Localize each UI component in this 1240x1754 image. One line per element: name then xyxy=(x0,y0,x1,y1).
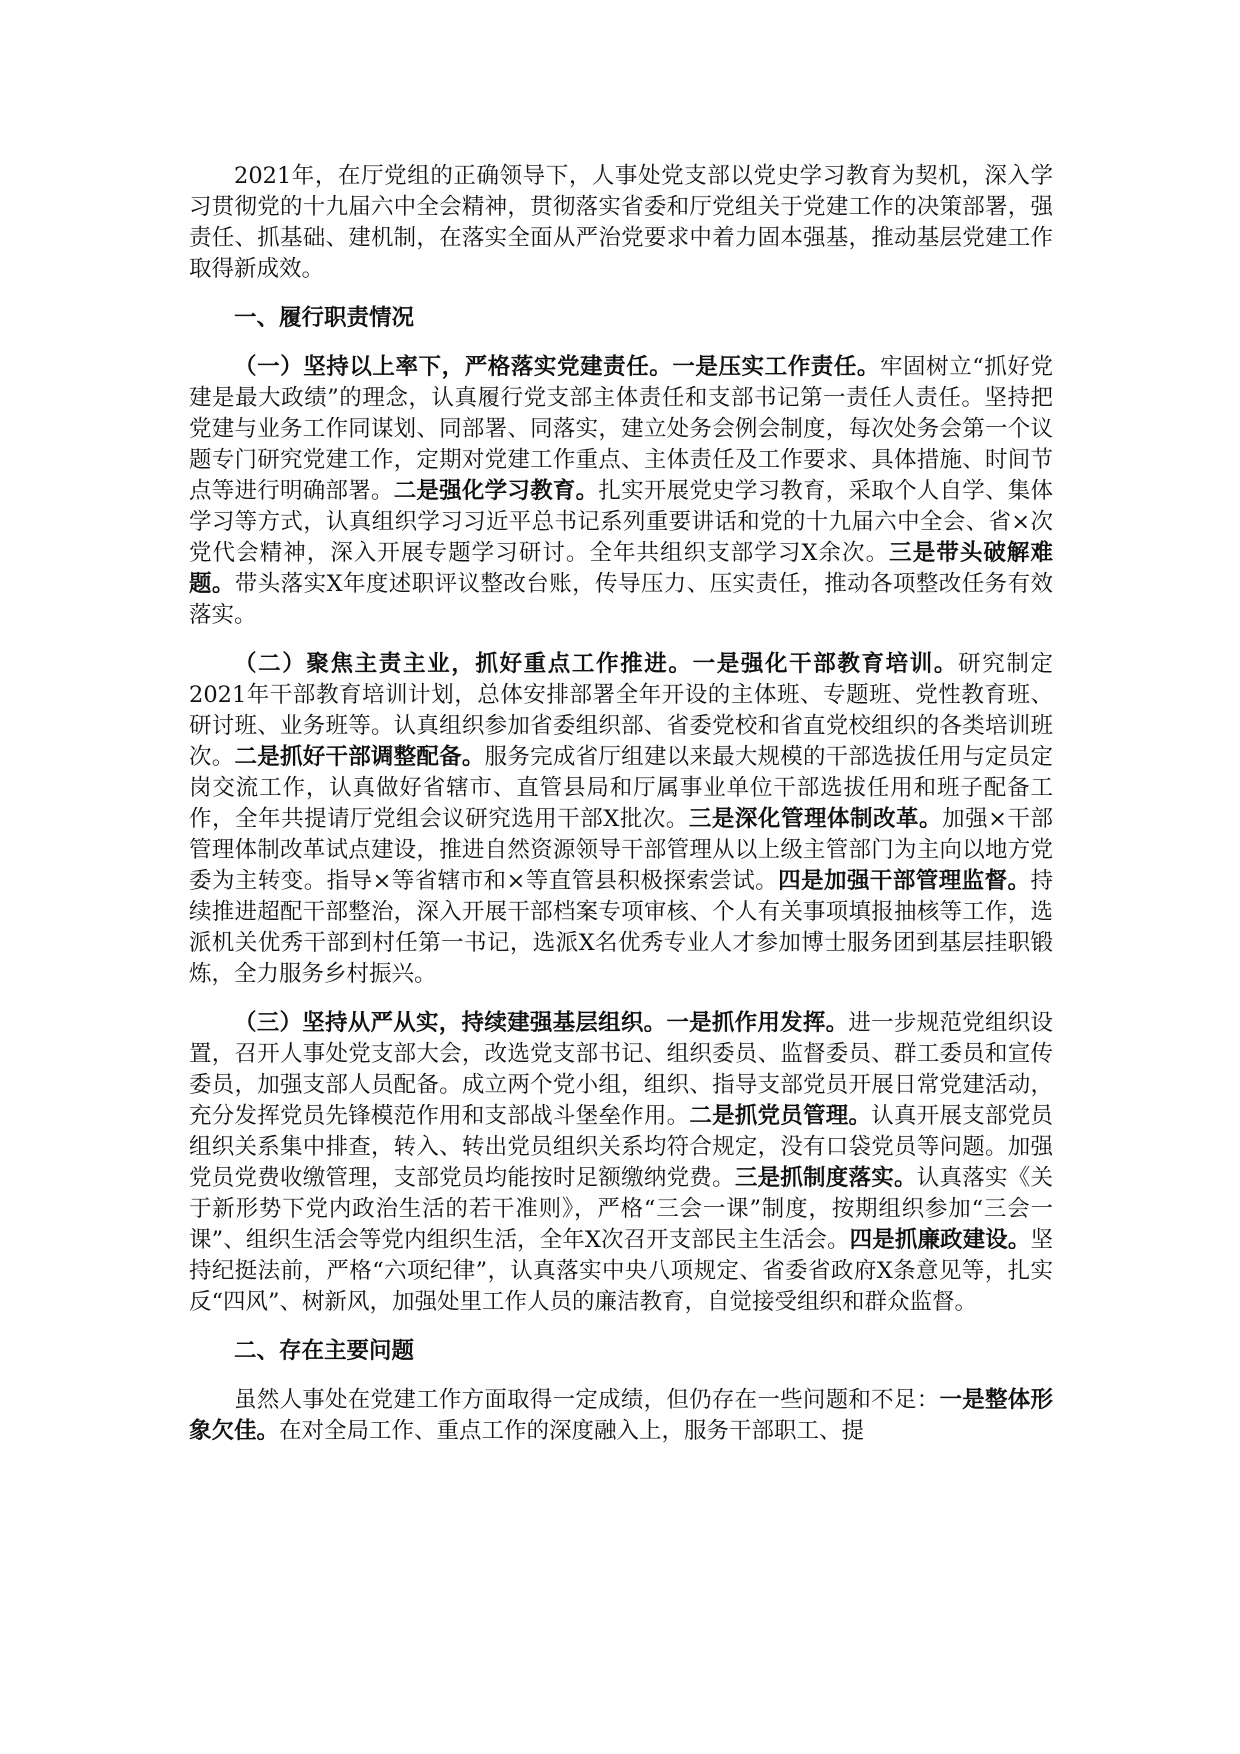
point-text: 牢固树立“抓好党建是最大政绩”的理念，认真履行党支部主体责任和支部书记第一责任人责任。坚持把党建与业务工作同谋划、同部署、同落实，建立处务会例会制度，每次处务会第一个议题专门研究党建工作，定期对党建工作重点、主体责任及工作要求、具体措施、时间节点等进行明确部署。 xyxy=(189,354,1053,504)
point-label: 一是压实工作责任。 xyxy=(672,354,880,380)
intro-text: 2021年，在厅党组的正确领导下，人事处党支部以党史学习教育为契机，深入学习贯彻党的十九届六中全会精神，贯彻落实省委和厅党组关于党建工作的决策部署，强责任、抓基础、建机制，在落实全面从严治党要求中着力固本强基，推动基层党建工作取得新成效。 xyxy=(189,163,1053,282)
problems-lead: 虽然人事处在党建工作方面取得一定成绩，但仍存在一些问题和不足： xyxy=(234,1387,940,1413)
point-text: 进一步规范党组织设置，召开人事处党支部大会，改选党支部书记、组织委员、监督委员、群工委员和宣传委员，加强支部人员配备。成立两个党小组，组织、指导支部党员开展日常党建活动，充分发挥党员先锋模范作用和支部战斗堡垒作用。 xyxy=(189,1010,1053,1129)
paragraph-party-responsibility xyxy=(189,352,1053,631)
point-text: 服务完成省厅组建以来最大规模的干部选拔任用与定员定岗交流工作，认真做好省辖市、直管县局和厅属事业单位干部选拔任用和班子配备工作，全年共提请厅党组会议研究选用干部X批次。 xyxy=(189,744,1053,832)
point-text: 坚持纪挺法前，严格“六项纪律”，认真落实中央八项规定、省委省政府X条意见等，扎实反“四风”、树新风，加强处里工作人员的廉洁教育，自觉接受组织和群众监督。 xyxy=(189,1227,1053,1315)
point-label: 一是整体形象欠佳。 xyxy=(189,1387,1053,1444)
section-heading-2: 二、存在主要问题 xyxy=(234,1338,415,1364)
point-text: 持续推进超配干部整治，深入开展干部档案专项审核、个人有关事项填报抽核等工作，选派机关优秀干部到村任第一书记，选派X名优秀专业人才参加博士服务团到基层挂职锻炼，全力服务乡村振兴。 xyxy=(189,868,1053,987)
point-label: 一是强化干部教育培训。 xyxy=(692,651,959,677)
subsection-title: （一）坚持以上率下，严格落实党建责任。 xyxy=(234,354,673,380)
intro-paragraph xyxy=(189,161,1053,285)
point-text: 加强×干部管理体制改革试点建设，推进自然资源领导干部管理从以上级主管部门为主向以地方党委为主转变。指导×等省辖市和×等直管县积极探索尝试。 xyxy=(189,806,1053,894)
subsection-title: （二）聚焦主责主业，抓好重点工作推进。 xyxy=(234,651,693,677)
point-text: 认真开展支部党员组织关系集中排查，转入、转出党员组织关系均符合规定，没有口袋党员等问题。加强党员党费收缴管理，支部党员均能按时足额缴纳党费。 xyxy=(189,1103,1053,1191)
point-label: 二是抓好干部调整配备。 xyxy=(234,744,485,770)
point-text: 认真落实《关于新形势下党内政治生活的若干准则》，严格“三会一课”制度，按期组织参加“三会一课”、组织生活会等党内组织生活，全年X次召开支部民主生活会。 xyxy=(189,1165,1053,1253)
point-label: 三是抓制度落实。 xyxy=(734,1165,917,1191)
point-text: 研究制定2021年干部教育培训计划，总体安排部署全年开设的主体班、专题班、党性教育班、研讨班、业务班等。认真组织参加省委组织部、省委党校和省直党校组织的各类培训班次。 xyxy=(189,651,1053,770)
subsection-title: （三）坚持从严从实，持续建强基层组织。 xyxy=(234,1010,667,1036)
point-text: 扎实开展党史学习教育，采取个人自学、集体学习等方式，认真组织学习习近平总书记系列重要讲话和党的十九届六中全会、省×次党代会精神，深入开展专题学习研讨。全年共组织支部学习X余次。 xyxy=(189,478,1053,566)
point-text: 在对全局工作、重点工作的深度融入上，服务干部职工、提 xyxy=(279,1418,865,1444)
document-body xyxy=(189,161,1053,1465)
point-text: 带头落实X年度述职评议整改台账，传导压力、压实责任，推动各项整改任务有效落实。 xyxy=(189,571,1053,628)
paragraph-key-work xyxy=(189,649,1053,990)
point-label: 三是深化管理体制改革。 xyxy=(688,806,943,832)
paragraph-problems xyxy=(189,1385,1053,1447)
point-label: 一是抓作用发挥。 xyxy=(666,1010,849,1036)
point-label: 四是抓廉政建设。 xyxy=(849,1227,1031,1253)
paragraph-grassroots xyxy=(189,1008,1053,1318)
point-label: 二是抓党员管理。 xyxy=(689,1103,872,1129)
section-heading-1: 一、履行职责情况 xyxy=(234,305,415,331)
point-label: 二是强化学习教育。 xyxy=(393,478,599,504)
point-label: 四是加强干部管理监督。 xyxy=(778,868,1031,894)
point-label: 三是带头破解难题。 xyxy=(189,540,1053,597)
